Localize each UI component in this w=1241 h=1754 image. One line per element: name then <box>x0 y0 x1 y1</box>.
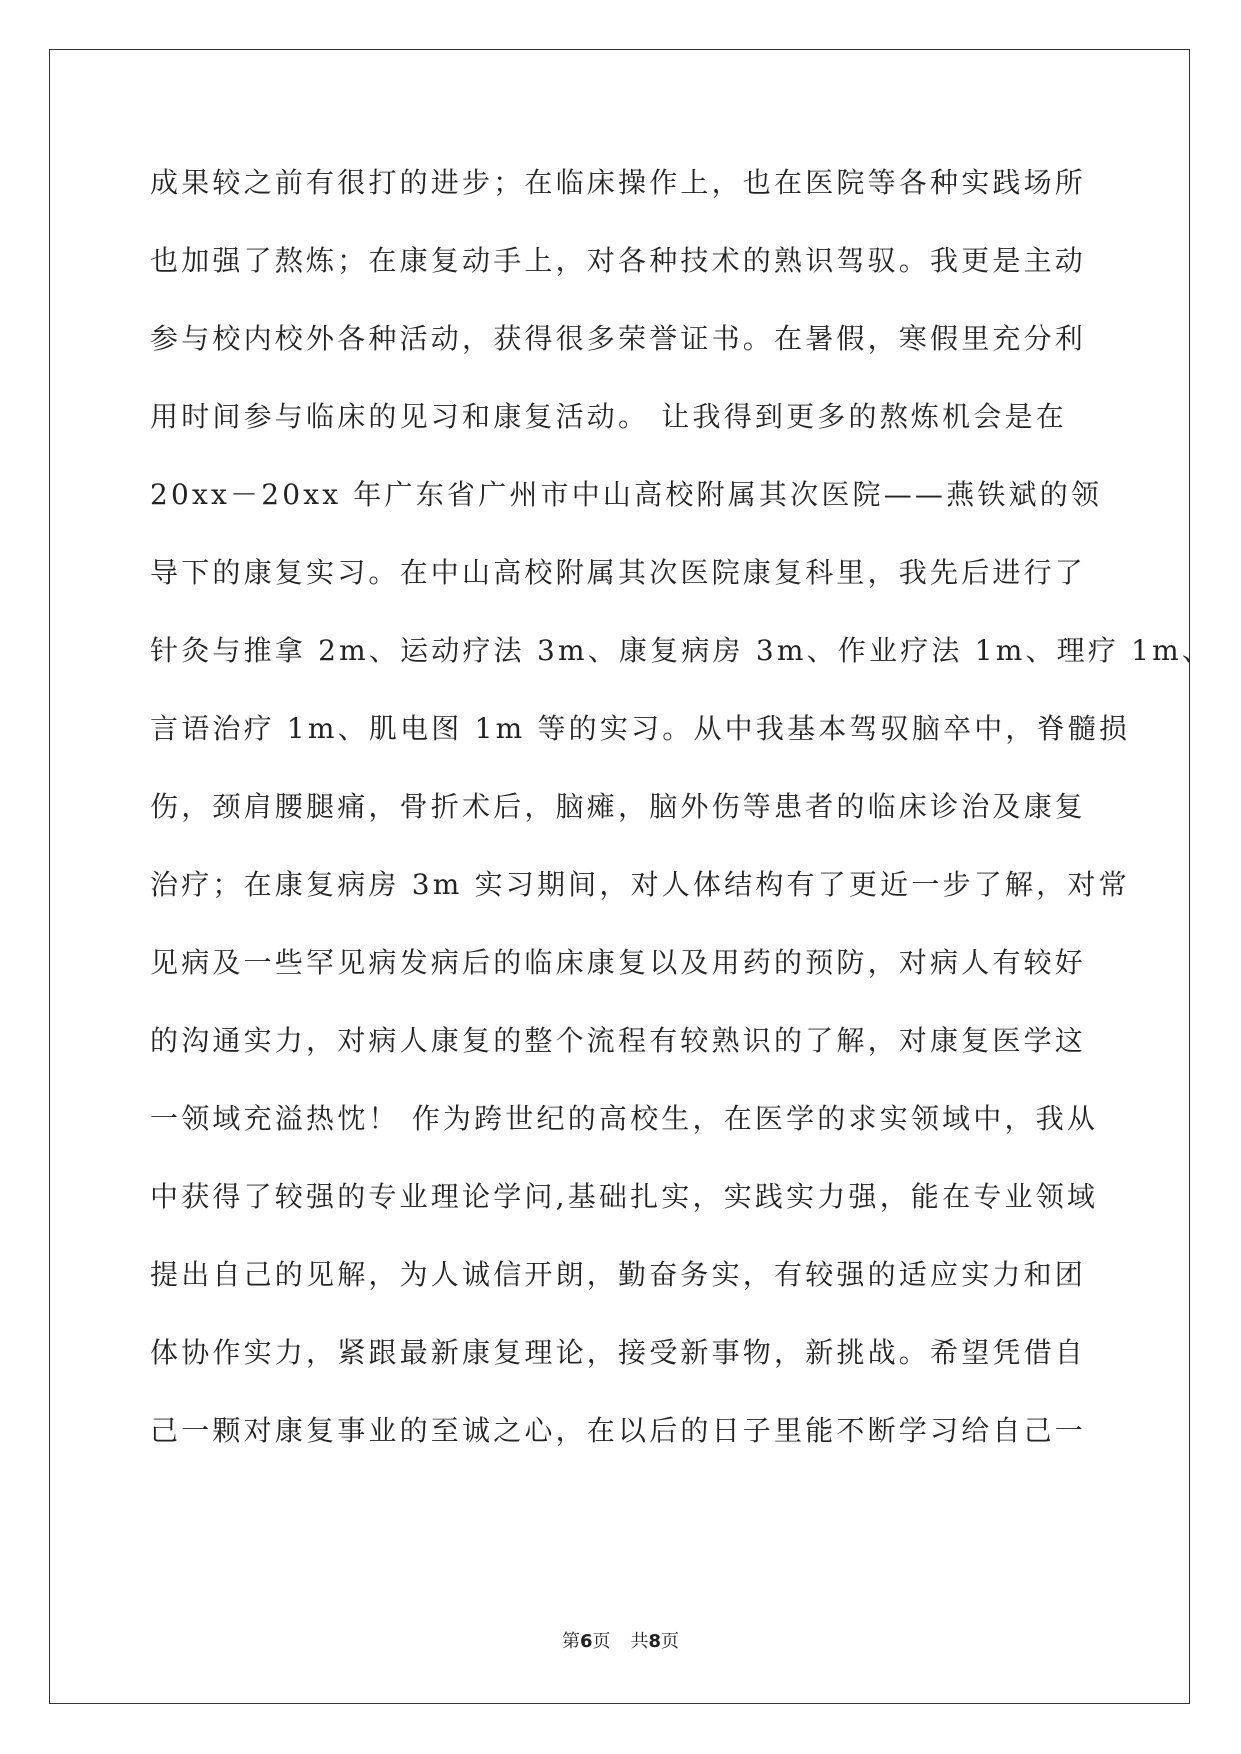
body-line: 的沟通实力，对病人康复的整个流程有较熟识的了解，对康复医学这 <box>150 1024 1087 1057</box>
body-line: 提出自己的见解，为人诚信开朗，勤奋务实，有较强的适应实力和团 <box>150 1258 1087 1291</box>
body-line: 用时间参与临床的见习和康复活动。 让我得到更多的熬炼机会是在 <box>150 400 1067 433</box>
page-suffix: 页 <box>592 1631 611 1652</box>
body-line: 中获得了较强的专业理论学问,基础扎实，实践实力强，能在专业领域 <box>150 1180 1099 1213</box>
body-line: 言语治疗 1m、肌电图 1m 等的实习。从中我基本驾驭脑卒中，脊髓损 <box>150 712 1131 745</box>
body-line: 一领域充溢热忱！ 作为跨世纪的高校生，在医学的求实领域中，我从 <box>150 1102 1099 1135</box>
body-line: 己一颗对康复事业的至诚之心，在以后的日子里能不断学习给自己一 <box>150 1414 1087 1447</box>
total-pages: 8 <box>648 1631 662 1652</box>
page-footer <box>0 1627 1241 1653</box>
body-line: 导下的康复实习。在中山高校附属其次医院康复科里，我先后进行了 <box>150 556 1087 589</box>
document-body <box>150 160 1214 1486</box>
page-prefix: 第 <box>561 1631 580 1652</box>
total-suffix: 页 <box>661 1631 680 1652</box>
body-line: 见病及一些罕见病发病后的临床康复以及用药的预防，对病人有较好 <box>150 946 1087 979</box>
body-line: 也加强了熬炼；在康复动手上，对各种技术的熟识驾驭。我更是主动 <box>150 244 1087 277</box>
body-line: 参与校内校外各种活动，获得很多荣誉证书。在暑假，寒假里充分利 <box>150 322 1087 355</box>
body-line: 体协作实力，紧跟最新康复理论，接受新事物，新挑战。希望凭借自 <box>150 1336 1087 1369</box>
body-line: 治疗；在康复病房 3m 实习期间，对人体结构有了更近一步了解，对常 <box>150 868 1130 901</box>
body-line: 针灸与推拿 2m、运动疗法 3m、康复病房 3m、作业疗法 1m、理疗 1m、 <box>150 634 1214 667</box>
body-line: 成果较之前有很打的进步；在临床操作上，也在医院等各种实践场所 <box>150 166 1087 199</box>
body-line: 20xx－20xx 年广东省广州市中山高校附属其次医院——燕铁斌的领 <box>150 478 1103 511</box>
page-number: 6 <box>579 1631 593 1652</box>
body-line: 伤，颈肩腰腿痛，骨折术后，脑瘫，脑外伤等患者的临床诊治及康复 <box>150 790 1087 823</box>
total-prefix: 共 <box>630 1631 649 1652</box>
